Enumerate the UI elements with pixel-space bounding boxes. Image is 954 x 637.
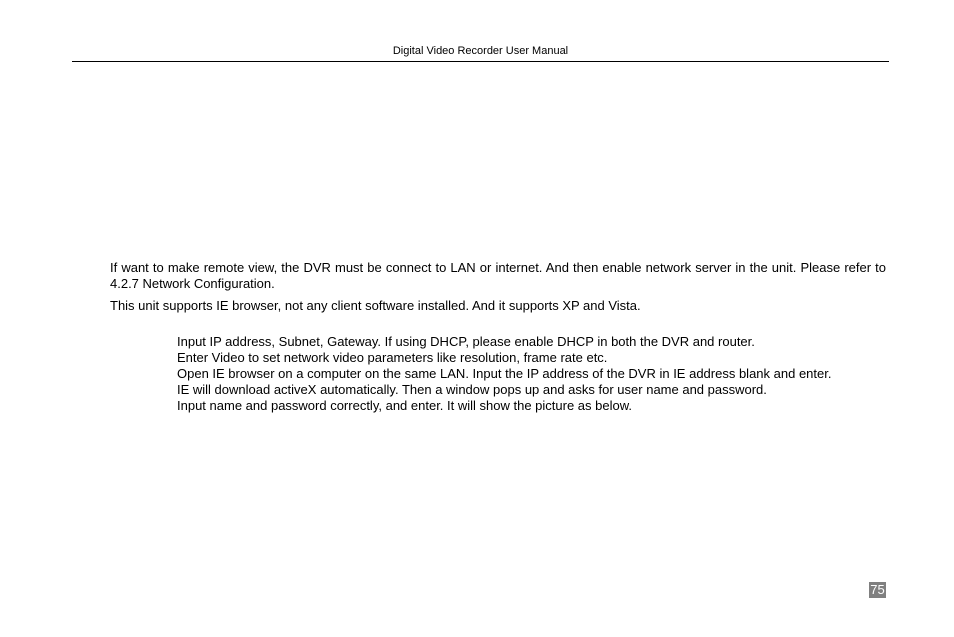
step-video-setup: Enter Video to set network video parameters like resolution, frame rate etc.: [177, 350, 608, 365]
step-activex: IE will download activeX automatically. Then a window pops up and asks for user name and password.: [177, 382, 767, 397]
page-header: Digital Video Recorder User Manual: [392, 45, 569, 57]
step-open-browser: Open IE browser on a computer on the same LAN. Input the IP address of the DVR in IE address blank and enter.: [177, 366, 832, 381]
setup-steps: [110, 334, 886, 414]
page-content: [110, 260, 886, 414]
browser-support-paragraph: This unit supports IE browser, not any client software installed. And it supports XP and Vista.: [110, 298, 641, 313]
step-ip-setup: Input IP address, Subnet, Gateway. If using DHCP, please enable DHCP in both the DVR and router.: [177, 334, 755, 349]
step-login: Input name and password correctly, and enter. It will show the picture as below.: [177, 398, 632, 413]
header-divider: [72, 61, 889, 62]
intro-paragraph: If want to make remote view, the DVR must be connect to LAN or internet. And then enable network server in the unit. Please refer to 4.2.7 Network Configuration.: [110, 260, 886, 291]
page-number: 75: [870, 582, 885, 597]
